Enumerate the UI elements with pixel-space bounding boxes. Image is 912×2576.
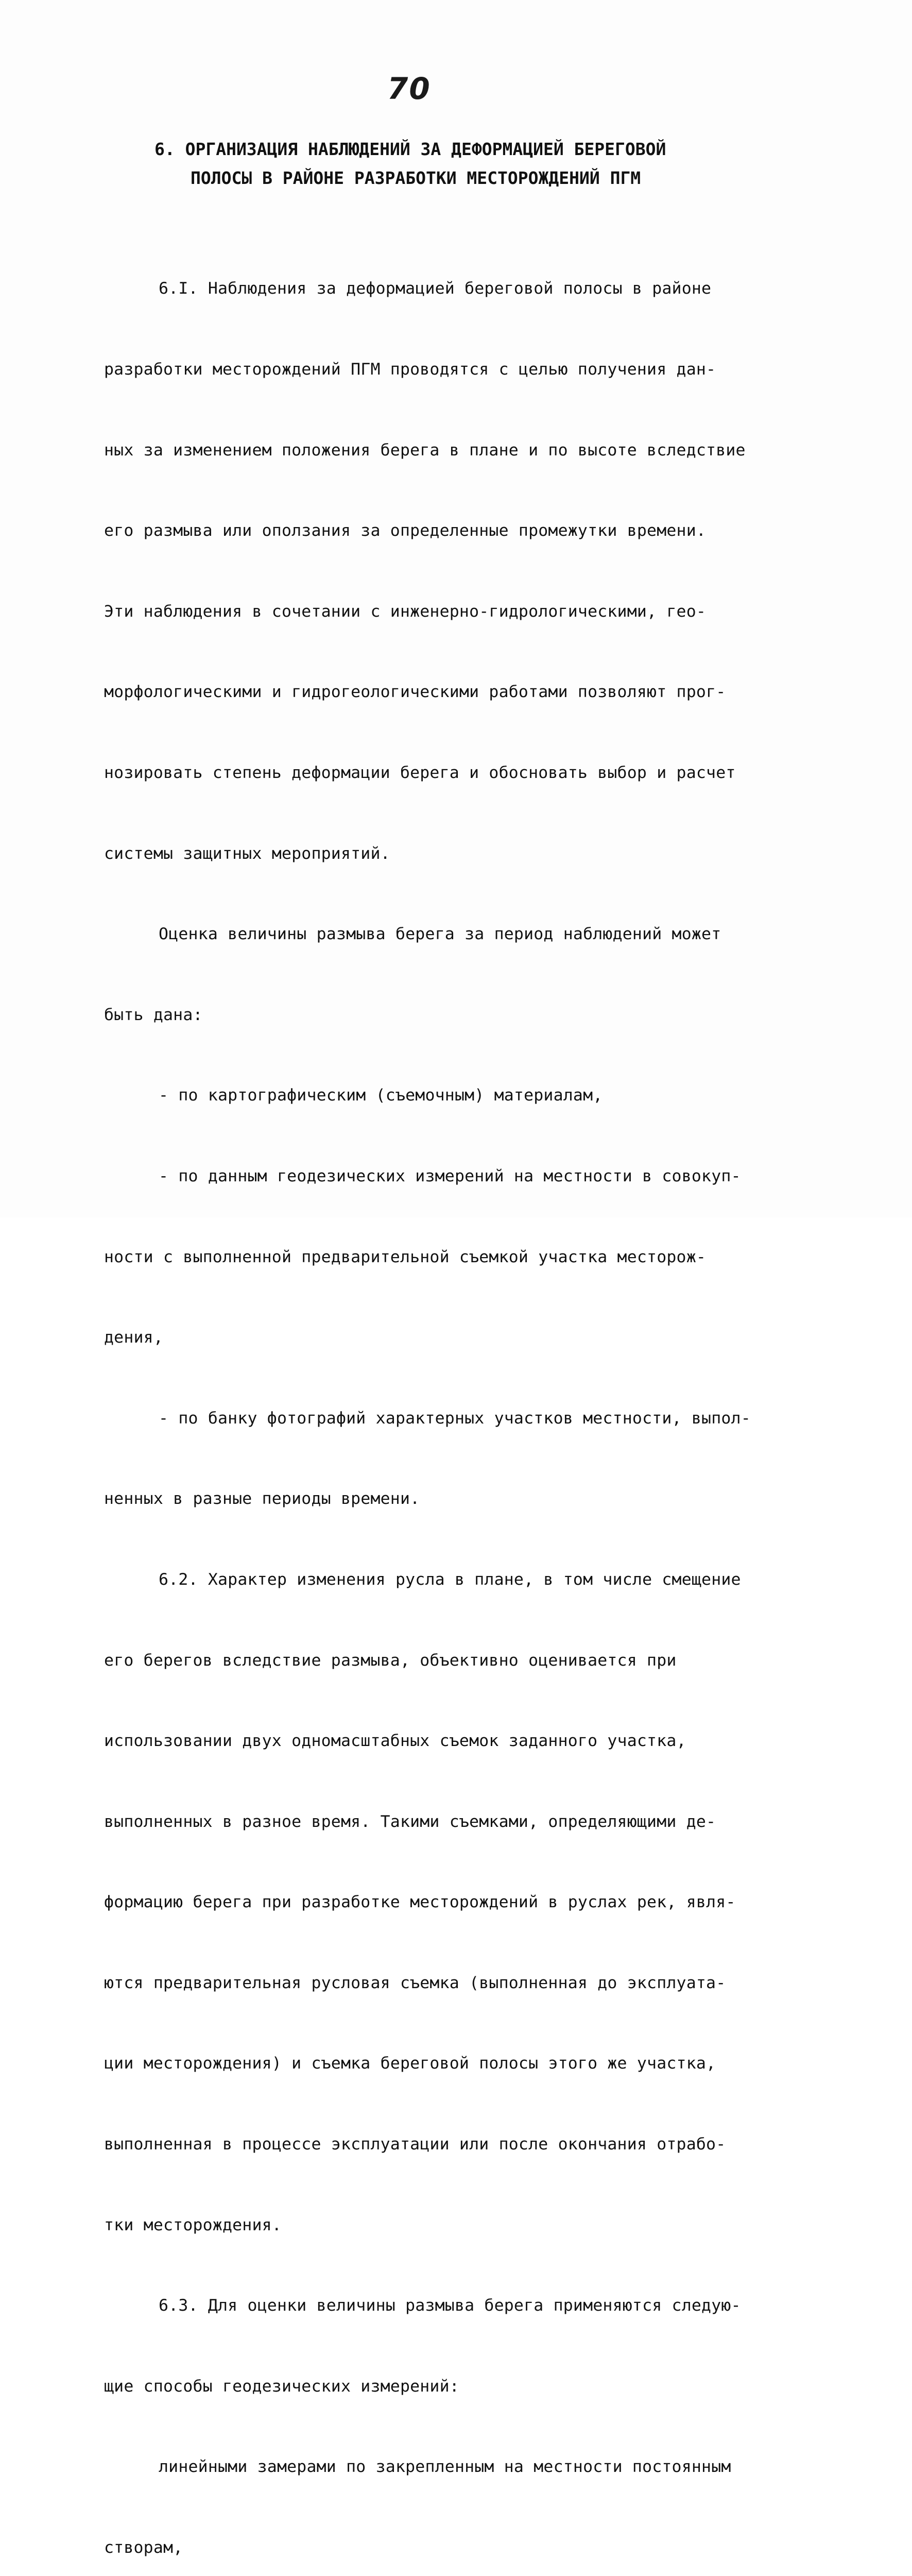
- text-line: его размыва или оползания за определенные промежутки времени.: [104, 521, 707, 540]
- text-line: 6.2. Характер изменения русла в плане, в том числе смещение: [159, 1570, 741, 1589]
- text-line: ции месторождения) и съемка береговой полосы этого же участка,: [104, 2054, 716, 2073]
- section-heading-line: 6. ОРГАНИЗАЦИЯ НАБЛЮДЕНИЙ ЗА ДЕФОРМАЦИЕЙ БЕРЕГОВОЙ: [154, 139, 666, 159]
- text-line: створам,: [104, 2538, 183, 2557]
- text-line: ных за изменением положения берега в плане и по высоте вследствие: [104, 440, 746, 460]
- text-line: ются предварительная русловая съемка (выполненная до эксплуата-: [104, 1973, 726, 1992]
- text-line: формацию берега при разработке месторождений в руслах рек, явля-: [104, 1893, 736, 1912]
- text-line: разработки месторождений ПГМ проводятся с целью получения дан-: [104, 360, 716, 379]
- text-line: выполненная в процессе эксплуатации или после окончания отрабо-: [104, 2135, 726, 2154]
- text-line: - по данным геодезических измерений на местности в совокуп-: [159, 1166, 741, 1185]
- text-line: использовании двух одномасштабных съемок заданного участка,: [104, 1732, 686, 1751]
- text-line: Эти наблюдения в сочетании с инженерно-гидрологическими, гео-: [104, 602, 707, 621]
- text-line: ности с выполненной предварительной съемкой участка месторож-: [104, 1247, 707, 1266]
- text-line: ненных в разные периоды времени.: [104, 1489, 420, 1509]
- text-line: - по банку фотографий характерных участков местности, выпол-: [159, 1409, 751, 1428]
- text-line: дения,: [104, 1328, 163, 1347]
- text-line: морфологическими и гидрогеологическими работами позволяют прог-: [104, 683, 726, 702]
- text-line: быть дана:: [104, 1005, 203, 1024]
- text-line: 6.I. Наблюдения за деформацией береговой полосы в районе: [159, 279, 712, 298]
- text-line: линейными замерами по закрепленным на местности постоянным: [159, 2458, 731, 2477]
- text-line: - по картографическим (съемочным) материалам,: [159, 1086, 603, 1105]
- text-line: щие способы геодезических измерений:: [104, 2377, 459, 2396]
- page-number: 70: [387, 71, 431, 106]
- text-line: его берегов вследствие размыва, объективно оценивается при: [104, 1651, 677, 1670]
- text-line: тки месторождения.: [104, 2215, 282, 2234]
- text-line: нозировать степень деформации берега и обосновать выбор и расчет: [104, 763, 736, 782]
- body-text: [104, 222, 825, 2576]
- section-heading: [154, 135, 772, 193]
- text-line: системы защитных мероприятий.: [104, 844, 390, 863]
- text-line: 6.3. Для оценки величины размыва берега применяются следую-: [159, 2296, 741, 2315]
- section-heading-line: ПОЛОСЫ В РАЙОНЕ РАЗРАБОТКИ МЕСТОРОЖДЕНИЙ ПГМ: [191, 168, 641, 188]
- text-line: Оценка величины размыва берега за период наблюдений может: [159, 925, 721, 944]
- text-line: выполненных в разное время. Такими съемками, определяющими де-: [104, 1812, 716, 1831]
